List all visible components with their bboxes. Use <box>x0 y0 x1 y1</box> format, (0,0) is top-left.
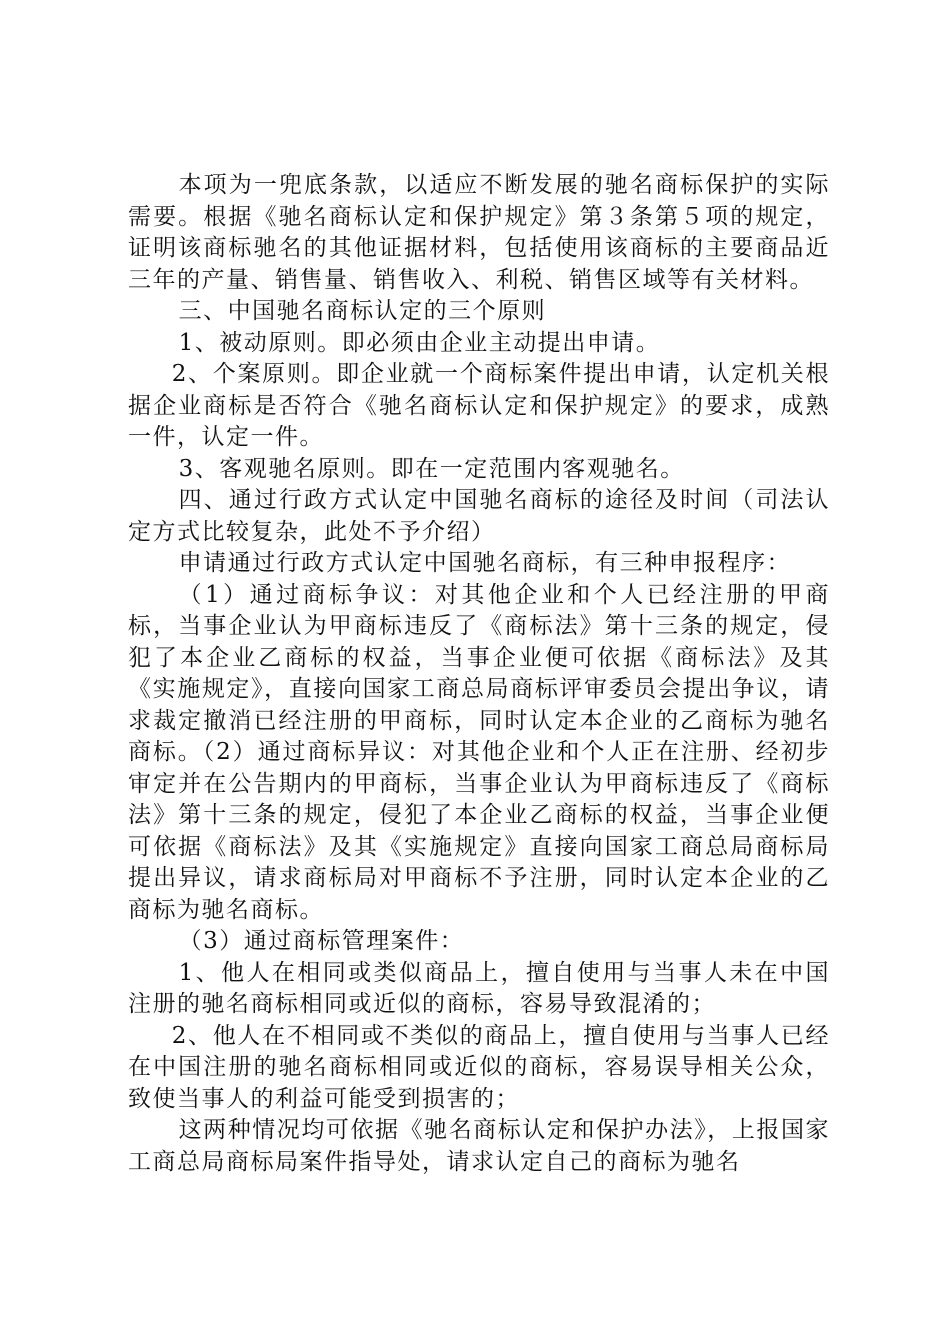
heading-three-principles: 三、中国驰名商标认定的三个原则 <box>178 298 547 324</box>
paragraph-report-procedure: 这两种情况均可依据《驰名商标认定和保护办法》，上报国家工商总局商标局案件指导处，请求认定自己的商标为驰名 <box>128 1117 830 1175</box>
document-body <box>128 170 830 1178</box>
paragraph-three-procedures: 申请通过行政方式认定中国驰名商标，有三种申报程序： <box>178 550 792 576</box>
paragraph-case-principle: 2、个案原则。即企业就一个商标案件提出申请，认定机关根据企业商标是否符合《驰名商标认定和保护规定》的要求，成熟一件，认定一件。 <box>128 361 830 450</box>
paragraph-management-cases: （3）通过商标管理案件： <box>178 928 465 954</box>
paragraph-objective-principle: 3、客观驰名原则。即在一定范围内客观驰名。 <box>178 455 685 482</box>
paragraph-case-similar-goods: 1、他人在相同或类似商品上，擅自使用与当事人未在中国注册的驰名商标相同或近似的商标，容易导致混淆的； <box>128 959 830 1017</box>
paragraph-catchall-clause: 本项为一兜底条款，以适应不断发展的驰名商标保护的实际需要。根据《驰名商标认定和保护规定》第３条第５项的规定，证明该商标驰名的其他证据材料，包括使用该商标的主要商品近三年的产量、销售量、销售收入、利税、销售区域等有关材料。 <box>128 172 830 293</box>
paragraph-dispute-and-opposition: （1）通过商标争议：对其他企业和个人已经注册的甲商标，当事企业认为甲商标违反了《商标法》第十三条的规定，侵犯了本企业乙商标的权益，当事企业便可依据《商标法》及其《实施规定》，直接向国家工商总局商标评审委员会提出争议，请求裁定撤消已经注册的甲商标，同时认定本企业的乙商标为驰名商标。（2）通过商标异议：对其他企业和个人正在注册、经初步审定并在公告期内的甲商标，当事企业认为甲商标违反了《商标法》第十三条的规定，侵犯了本企业乙商标的权益，当事企业便可依据《商标法》及其《实施规定》直接向国家工商总局商标局提出异议，请求商标局对甲商标不予注册，同时认定本企业的乙商标为驰名商标。 <box>128 581 830 923</box>
paragraph-passive-principle: 1、被动原则。即必须由企业主动提出申请。 <box>178 329 661 356</box>
paragraph-case-dissimilar-goods: 2、他人在不相同或不类似的商品上，擅自使用与当事人已经在中国注册的驰名商标相同或近似的商标，容易误导相关公众，致使当事人的利益可能受到损害的； <box>128 1022 830 1112</box>
heading-administrative-route: 四、通过行政方式认定中国驰名商标的途径及时间（司法认定方式比较复杂，此处不予介绍） <box>128 487 830 545</box>
